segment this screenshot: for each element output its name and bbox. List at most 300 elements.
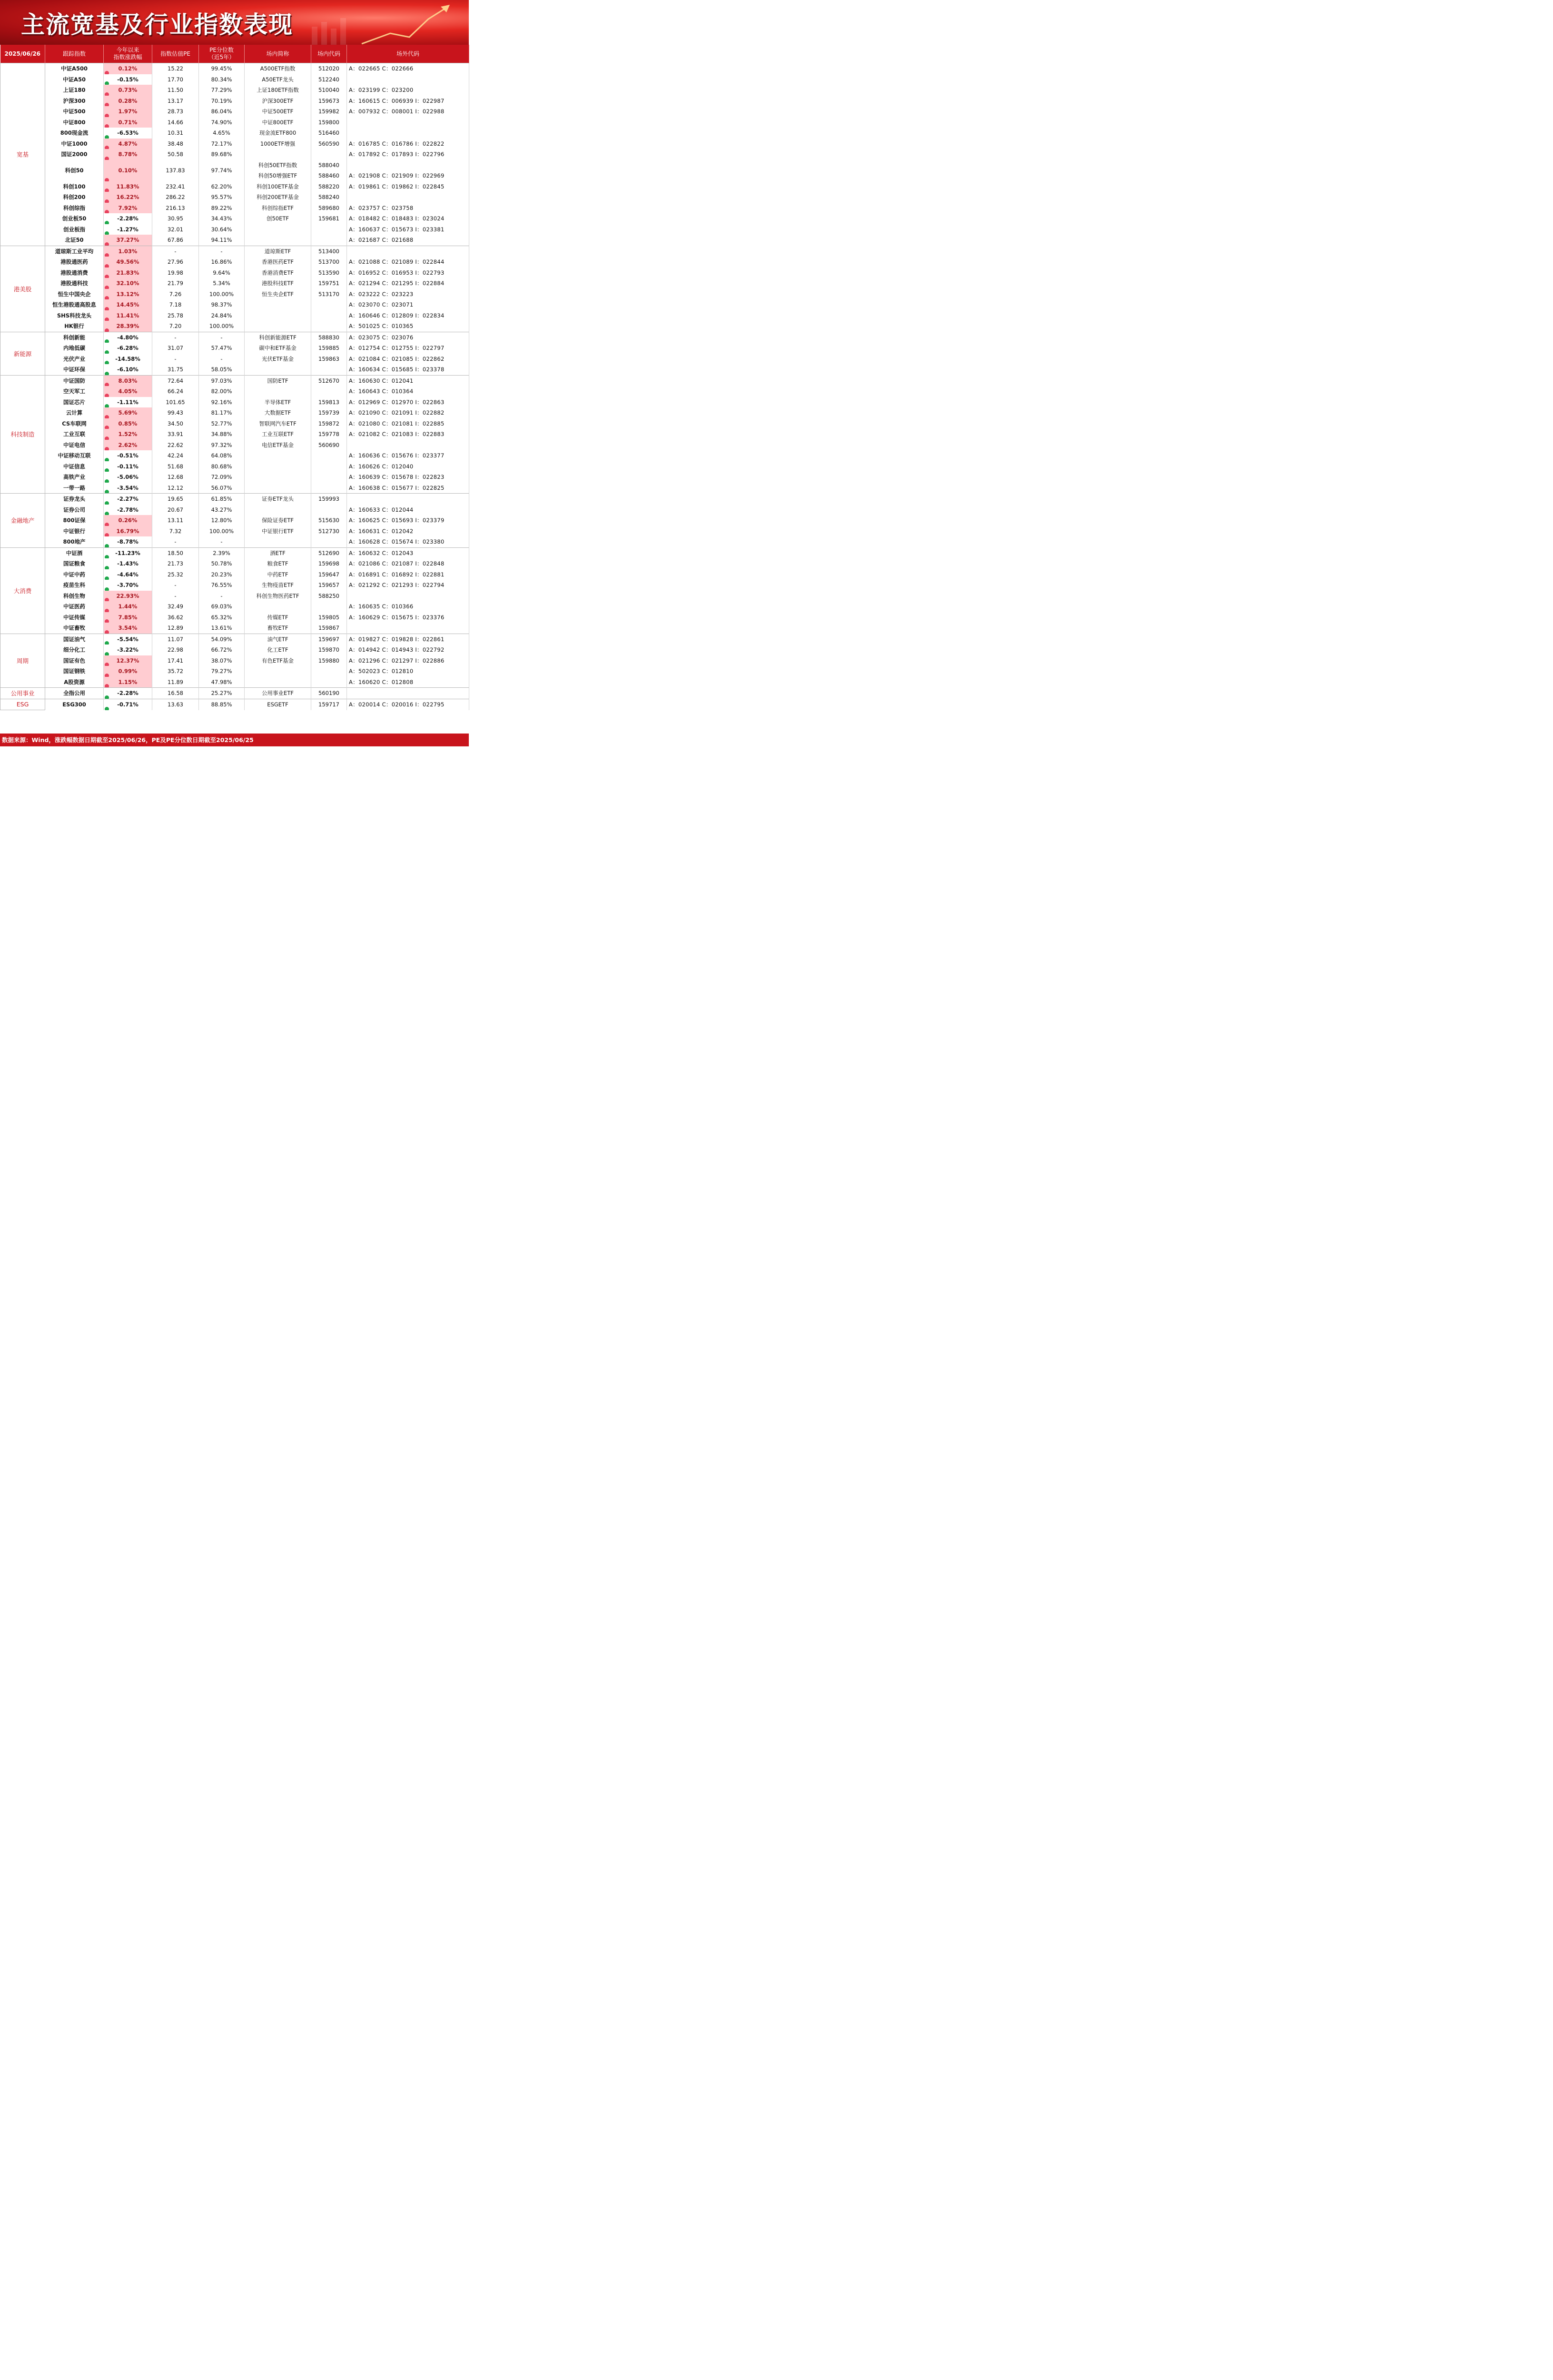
etf-name-cell [245,505,311,516]
otc-code-cell: A：016785 C：016786 I：022822 [347,139,469,149]
pe-cell: 25.32 [152,569,199,580]
etf-name-cell [245,235,311,246]
pe-percentile-cell: 38.07% [199,655,245,666]
index-name-cell: 中证电信 [45,440,104,451]
pe-percentile-cell: 54.09% [199,634,245,645]
down-dot-icon [105,221,109,224]
change-value: -1.27% [117,226,138,233]
etf-name-cell: A50ETF龙头 [245,74,311,85]
table-row [0,192,469,203]
table-row [0,321,469,332]
etf-code-cell: 513700 [311,257,347,268]
etf-name-cell: 保险证券ETF [245,515,311,526]
pe-percentile-cell: - [199,536,245,547]
change-value: -2.27% [117,496,138,503]
index-name-cell: 科创100 [45,181,104,192]
etf-code-cell: 159982 [311,106,347,117]
pe-percentile-cell: 77.29% [199,85,245,96]
otc-code-cell [347,688,469,699]
pe-cell: 137.83 [152,160,199,181]
up-dot-icon [105,394,109,397]
index-name-cell: 高铁产业 [45,472,104,483]
otc-code-cell: A：019827 C：019828 I：022861 [347,634,469,645]
otc-code-cell: A：021296 C：021297 I：022886 [347,655,469,666]
otc-code-cell [347,623,469,634]
etf-name-cell: 中证800ETF [245,117,311,128]
down-dot-icon [105,566,109,569]
otc-code-cell: A：014942 C：014943 I：022792 [347,645,469,655]
pe-percentile-cell: 94.11% [199,235,245,246]
table-row [0,149,469,160]
otc-code-cell [347,128,469,139]
etf-name-cell: 上证180ETF指数 [245,85,311,96]
pe-cell: - [152,536,199,547]
etf-code-cell: 159863 [311,354,347,365]
etf-name-cell: 香港消费ETF [245,268,311,278]
index-name-cell: ESG300 [45,699,104,710]
change-value: -5.06% [117,474,138,481]
change-value: 16.79% [116,527,139,535]
change-cell [104,450,152,461]
page [0,0,469,746]
up-dot-icon [105,383,109,386]
index-name-cell: 沪深300 [45,96,104,107]
header-date: 2025/06/26 [0,45,45,63]
otc-code-cell: A：012969 C：012970 I：022863 [347,397,469,408]
change-cell [104,505,152,516]
change-cell [104,677,152,688]
index-name-cell: 上证180 [45,85,104,96]
down-dot-icon [105,501,109,505]
change-cell [104,407,152,418]
pe-cell: 7.18 [152,299,199,310]
up-dot-icon [105,307,109,310]
table-row [0,688,469,699]
etf-code-cell: 512020 [311,63,347,74]
change-cell [104,117,152,128]
etf-name-cell: 工业互联ETF [245,429,311,440]
change-cell [104,397,152,408]
otc-code-cell: A：160634 C：015685 I：023378 [347,364,469,375]
up-dot-icon [105,178,109,181]
pe-cell: 12.89 [152,623,199,634]
index-name-cell: 科创生物 [45,591,104,602]
pe-percentile-cell: - [199,332,245,343]
change-value: -0.51% [117,452,138,459]
pe-cell: 11.89 [152,677,199,688]
otc-code-cell: A：016952 C：016953 I：022793 [347,268,469,278]
pe-percentile-cell: 69.03% [199,601,245,612]
etf-name-cell [245,224,311,235]
otc-code-cell: A：023757 C：023758 [347,203,469,214]
index-name-cell: 港股通科技 [45,278,104,289]
pe-cell: 17.41 [152,655,199,666]
change-cell [104,386,152,397]
pe-percentile-cell: 80.34% [199,74,245,85]
otc-code-cell: A：023199 C：023200 [347,85,469,96]
table-row [0,558,469,569]
pe-percentile-cell: 97.03% [199,375,245,386]
table-row [0,569,469,580]
pe-cell: 38.48 [152,139,199,149]
change-value: -4.64% [117,571,138,578]
etf-name-cell: 现金流ETF800 [245,128,311,139]
change-cell [104,278,152,289]
index-name-cell: 国证2000 [45,149,104,160]
etf-code-cell [311,677,347,688]
change-cell [104,612,152,623]
change-value: -6.10% [117,366,138,373]
etf-name-cell [245,536,311,547]
index-name-cell: 中证A500 [45,63,104,74]
otc-code-cell: A：023070 C：023071 [347,299,469,310]
index-name-cell: HK银行 [45,321,104,332]
header-pct [199,45,245,63]
up-dot-icon [105,296,109,299]
pe-percentile-cell: 100.00% [199,289,245,300]
otc-code-cell: A：021086 C：021087 I：022848 [347,558,469,569]
down-dot-icon [105,458,109,461]
pe-cell: 50.58 [152,149,199,160]
otc-code-cell: A：012754 C：012755 I：022797 [347,343,469,354]
otc-code-cell: A：021082 C：021083 I：022883 [347,429,469,440]
category-cell: 港美股 [0,246,45,332]
etf-code-cell: 588460 [311,170,347,181]
pe-percentile-cell: 9.64% [199,268,245,278]
table-row [0,106,469,117]
pe-percentile-cell: 12.80% [199,515,245,526]
pe-cell: 19.65 [152,494,199,505]
pe-percentile-cell: 34.88% [199,429,245,440]
etf-code-cell [311,224,347,235]
etf-name-cell: 道琼斯ETF [245,246,311,257]
up-dot-icon [105,124,109,128]
table-row [0,623,469,634]
etf-code-cell: 560190 [311,688,347,699]
table-row [0,96,469,107]
change-cell [104,623,152,634]
pe-cell: 22.62 [152,440,199,451]
table-row [0,181,469,192]
down-dot-icon [105,490,109,494]
header-code: 场内代码 [311,45,347,63]
otc-code-cell: A：020014 C：020016 I：022795 [347,699,469,710]
index-name-cell: 800地产 [45,536,104,547]
pe-cell: 7.20 [152,321,199,332]
otc-code-cell: A：160646 C：012809 I：022834 [347,310,469,321]
category-cell: 科技制造 [0,375,45,494]
pe-percentile-cell: - [199,354,245,365]
pe-cell: 20.67 [152,505,199,516]
change-cell [104,429,152,440]
pe-percentile-cell: 97.74% [199,160,245,181]
etf-name-cell: 中证银行ETF [245,526,311,537]
otc-code-cell: A：160630 C：012041 [347,375,469,386]
etf-code-cell: 159717 [311,699,347,710]
index-name-cell: 疫苗生科 [45,580,104,591]
index-name-cell: 恒生港股通高股息 [45,299,104,310]
pe-cell: 19.98 [152,268,199,278]
pe-cell: 67.86 [152,235,199,246]
up-dot-icon [105,317,109,321]
otc-code-cell: A：160635 C：010366 [347,601,469,612]
pe-cell: 36.62 [152,612,199,623]
etf-name-cell [245,450,311,461]
change-value: -8.78% [117,538,138,545]
index-name-cell: 细分化工 [45,645,104,655]
change-value: 16.22% [116,194,139,201]
change-cell [104,321,152,332]
table-row [0,601,469,612]
etf-code-cell: 588040 [311,160,347,171]
index-name-cell: 中证国防 [45,375,104,386]
change-cell [104,526,152,537]
etf-code-cell: 159993 [311,494,347,505]
index-name-cell: 科创综指 [45,203,104,214]
table-row [0,472,469,483]
pe-percentile-cell: - [199,591,245,602]
otc-code-cell [347,246,469,257]
change-cell [104,224,152,235]
pe-percentile-cell: 97.32% [199,440,245,451]
up-dot-icon [105,199,109,203]
index-name-cell: 光伏产业 [45,354,104,365]
index-name-cell: 中证A50 [45,74,104,85]
change-value: 1.52% [118,431,138,438]
change-cell [104,213,152,224]
etf-code-cell: 588830 [311,332,347,343]
table-row [0,526,469,537]
pe-percentile-cell: 5.34% [199,278,245,289]
change-cell [104,332,152,343]
change-value: -5.54% [117,635,138,643]
up-dot-icon [105,264,109,268]
pe-cell: 25.78 [152,310,199,321]
index-name-cell: 中证1000 [45,139,104,149]
pe-percentile-cell: 76.55% [199,580,245,591]
table-row [0,332,469,343]
table-row [0,386,469,397]
change-cell [104,96,152,107]
change-cell [104,699,152,710]
change-value: -0.71% [117,701,138,708]
table-row [0,591,469,602]
etf-name-cell [245,310,311,321]
pe-percentile-cell: 100.00% [199,321,245,332]
otc-code-cell: A：016891 C：016892 I：022881 [347,569,469,580]
index-name-cell: 中证传媒 [45,612,104,623]
change-value: 1.97% [118,108,138,115]
data-source-footer: 数据来源：Wind，涨跌幅数据日期截至2025/06/26，PE及PE分位数日期截至2025/06/25 [0,734,469,746]
etf-name-cell: 香港医药ETF [245,257,311,268]
etf-name-cell: 畜牧ETF [245,623,311,634]
pe-cell: 34.50 [152,418,199,429]
pe-cell: 32.01 [152,224,199,235]
pe-cell: 51.68 [152,461,199,472]
otc-code-cell: A：160626 C：012040 [347,461,469,472]
category-cell: 周期 [0,634,45,688]
otc-code-cell: A：021084 C：021085 I：022862 [347,354,469,365]
up-dot-icon [105,210,109,213]
table-row [0,257,469,268]
etf-code-cell: 515630 [311,515,347,526]
up-dot-icon [105,286,109,289]
index-name-cell: 中证信息 [45,461,104,472]
index-name-cell: 800证保 [45,515,104,526]
otc-code-cell: A：160615 C：006939 I：022987 [347,96,469,107]
title-banner [0,0,469,45]
change-cell [104,235,152,246]
up-dot-icon [105,447,109,450]
change-value: 0.99% [118,668,138,675]
pe-cell: 32.49 [152,601,199,612]
change-value: -0.15% [117,76,138,83]
etf-code-cell: 159673 [311,96,347,107]
index-name-cell: 工业互联 [45,429,104,440]
change-cell [104,63,152,74]
page-title: 主流宽基及行业指数表现 [21,10,293,39]
index-name-cell: A股资源 [45,677,104,688]
up-dot-icon [105,103,109,106]
down-dot-icon [105,372,109,376]
otc-code-cell: A：021090 C：021091 I：022882 [347,407,469,418]
table-row [0,224,469,235]
pe-percentile-cell: 4.65% [199,128,245,139]
up-dot-icon [105,146,109,149]
table-row [0,677,469,688]
otc-code-cell [347,74,469,85]
pe-cell: 11.07 [152,634,199,645]
change-cell [104,310,152,321]
pe-percentile-cell: 66.72% [199,645,245,655]
etf-name-cell: 光伏ETF基金 [245,354,311,365]
index-name-cell: 全指公用 [45,688,104,699]
pe-cell: 66.24 [152,386,199,397]
index-name-cell: 道琼斯工业平均 [45,246,104,257]
table-row [0,505,469,516]
etf-code-cell: 159751 [311,278,347,289]
etf-code-cell: 159885 [311,343,347,354]
table-row [0,645,469,655]
change-value: 0.12% [118,65,138,72]
table-row [0,364,469,375]
pe-cell: 72.64 [152,375,199,386]
pe-cell: 12.68 [152,472,199,483]
etf-code-cell [311,461,347,472]
header-pe: 指数估值PE [152,45,199,63]
pe-percentile-cell: 56.07% [199,483,245,494]
header-change [104,45,152,63]
index-name-cell: 国证钢铁 [45,666,104,677]
up-dot-icon [105,328,109,332]
change-cell [104,634,152,645]
etf-name-cell: 国防ETF [245,375,311,386]
pe-percentile-cell: 57.47% [199,343,245,354]
pe-cell: - [152,332,199,343]
etf-code-cell: 513170 [311,289,347,300]
change-value: -14.58% [115,355,140,362]
otc-code-cell: A：160620 C：012808 [347,677,469,688]
table-row [0,117,469,128]
etf-name-cell: ESGETF [245,699,311,710]
etf-code-cell: 516460 [311,128,347,139]
change-cell [104,666,152,677]
pe-percentile-cell: 80.68% [199,461,245,472]
etf-name-cell [245,461,311,472]
change-cell [104,343,152,354]
change-cell [104,181,152,192]
header-pct-line2: （近5年） [208,54,235,60]
etf-code-cell [311,666,347,677]
otc-code-cell: A：160637 C：015673 I：023381 [347,224,469,235]
down-dot-icon [105,555,109,558]
otc-code-cell [347,160,469,171]
index-name-cell: 国证油气 [45,634,104,645]
etf-name-cell [245,472,311,483]
up-dot-icon [105,275,109,278]
change-value: 22.93% [116,592,139,599]
pe-percentile-cell: 50.78% [199,558,245,569]
etf-code-cell: 560690 [311,440,347,451]
table-row [0,407,469,418]
etf-code-cell: 159657 [311,580,347,591]
otc-code-cell: A：007932 C：008001 I：022988 [347,106,469,117]
etf-name-cell: 科创100ETF基金 [245,181,311,192]
table-row [0,85,469,96]
up-dot-icon [105,114,109,117]
etf-code-cell: 159870 [311,645,347,655]
table-row [0,418,469,429]
table-row [0,74,469,85]
category-cell: 宽基 [0,63,45,246]
etf-code-cell [311,505,347,516]
etf-code-cell [311,310,347,321]
pe-cell: 14.66 [152,117,199,128]
pe-cell: - [152,591,199,602]
category-cell: ESG [0,699,45,710]
etf-name-cell: 公用事业ETF [245,688,311,699]
up-dot-icon [105,674,109,677]
etf-name-cell: 科创生物医药ETF [245,591,311,602]
header-pct-line1: PE分位数 [209,47,234,53]
change-cell [104,149,152,160]
change-value: 7.92% [118,204,138,211]
otc-code-cell: A：017892 C：017893 I：022796 [347,149,469,160]
change-cell [104,160,152,181]
change-cell [104,558,152,569]
index-name-cell: 一带一路 [45,483,104,494]
etf-name-cell: 半导体ETF [245,397,311,408]
down-dot-icon [105,81,109,85]
up-dot-icon [105,609,109,612]
change-cell [104,483,152,494]
pe-percentile-cell: 43.27% [199,505,245,516]
etf-name-cell [245,677,311,688]
table-row [0,397,469,408]
table-row [0,246,469,257]
etf-name-cell: 科创50增强ETF [245,170,311,181]
etf-code-cell [311,299,347,310]
change-cell [104,85,152,96]
change-cell [104,354,152,365]
change-cell [104,547,152,558]
etf-name-cell: 生物疫苗ETF [245,580,311,591]
etf-name-cell: 中药ETF [245,569,311,580]
pe-percentile-cell: 62.20% [199,181,245,192]
change-value: -0.11% [117,463,138,470]
change-value: 21.83% [116,269,139,276]
etf-code-cell: 510040 [311,85,347,96]
